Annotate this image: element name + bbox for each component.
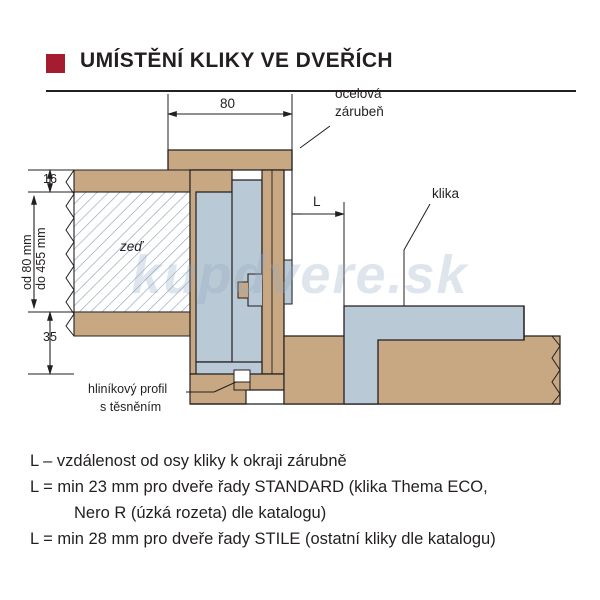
drawing-canvas — [0, 74, 600, 434]
label-handle: klika — [432, 186, 460, 201]
page-title: UMÍSTĚNÍ KLIKY VE DVEŘÍCH — [80, 49, 393, 72]
notes-block — [30, 448, 590, 552]
page-header — [0, 22, 600, 72]
label-height-range-2: do 455 mm — [34, 227, 48, 290]
label-steel-frame-2: zárubeň — [335, 104, 384, 119]
label-alu-profile-2: s těsněním — [100, 400, 162, 414]
note-line: Nero R (úzká rozeta) dle katalogu) — [74, 504, 327, 522]
note-line: L – vzdálenost od osy kliky k okraji zárubně — [30, 452, 347, 470]
label-dim-35: 35 — [43, 330, 57, 344]
note-line: L = min 23 mm pro dveře řady STANDARD (klika Thema ECO, — [30, 478, 488, 496]
label-alu-profile-1: hliníkový profil — [88, 382, 168, 396]
label-dim-L: L — [313, 194, 321, 209]
label-wall: zeď — [120, 239, 143, 254]
leader-steel-frame — [300, 126, 330, 148]
label-height-range-1: od 80 mm — [20, 234, 34, 290]
label-dim-16: 16 — [43, 172, 57, 186]
header-accent-square — [46, 54, 65, 73]
technical-drawing — [0, 74, 600, 434]
label-steel-frame-1: ocelová — [335, 86, 382, 101]
watermark-text: kupdvere.sk — [131, 245, 469, 305]
label-dim-80: 80 — [220, 96, 236, 111]
section-frame — [66, 150, 560, 404]
note-line: L = min 28 mm pro dveře řady STILE (ostatní kliky dle katalogu) — [30, 530, 496, 548]
